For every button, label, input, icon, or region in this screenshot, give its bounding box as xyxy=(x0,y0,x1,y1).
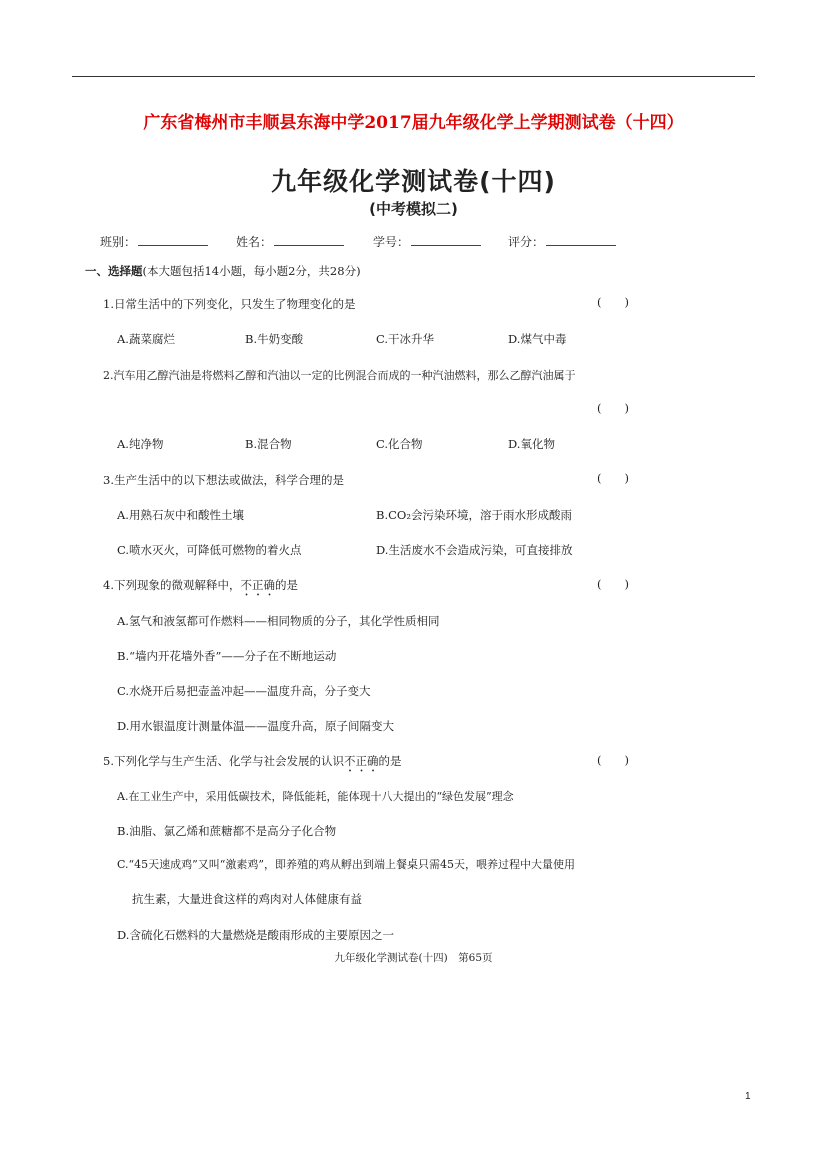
q2-option-b: B.混合物 xyxy=(245,437,292,451)
q2-option-d: D.氧化物 xyxy=(508,437,555,451)
exam-subtitle: (中考模拟二) xyxy=(369,200,458,218)
q5-option-c-line-1: C.“45天速成鸡”又叫“激素鸡”，即养殖的鸡从孵出到端上餐桌只需45天，喂养过程中大量使用 xyxy=(117,858,576,871)
student-id-field: 学号： xyxy=(373,233,481,250)
answer-paren: ( ) xyxy=(597,471,629,485)
header-rule xyxy=(72,76,755,77)
answer-paren: ( ) xyxy=(597,753,629,767)
q2-option-c: C.化合物 xyxy=(376,437,423,451)
q1-option-a: A.蔬菜腐烂 xyxy=(117,332,175,346)
q4-option-d: D.用水银温度计测量体温——温度升高，原子间隔变大 xyxy=(117,719,394,733)
class-field: 班别： xyxy=(100,233,208,250)
q4-option-a: A.氢气和液氢都可作燃料——相同物质的分子，其化学性质相同 xyxy=(117,614,440,628)
q5-option-b: B.油脂、氯乙烯和蔗糖都不是高分子化合物 xyxy=(117,824,337,838)
q4-option-c: C.水烧开后易把壶盖冲起——温度升高，分子变大 xyxy=(117,684,371,698)
q1-option-b: B.牛奶变酸 xyxy=(245,332,304,346)
score-field: 评分： xyxy=(508,233,616,250)
question-3-stem: 3.生产生活中的以下想法或做法，科学合理的是 xyxy=(103,473,344,487)
q3-option-a: A.用熟石灰中和酸性土壤 xyxy=(117,508,244,522)
q1-option-c: C.干冰升华 xyxy=(376,332,435,346)
exam-title: 九年级化学测试卷(十四) xyxy=(271,167,556,196)
section-heading: 一、选择题(本大题包括14小题，每小题2分，共28分) xyxy=(85,264,361,278)
student-id-blank xyxy=(411,234,481,246)
q5-option-a: A.在工业生产中，采用低碳技术，降低能耗，能体现十八大提出的“绿色发展”理念 xyxy=(117,790,514,803)
q4-option-b: B.“墙内开花墙外香”——分子在不断地运动 xyxy=(117,649,337,663)
question-4-stem: 4.下列现象的微观解释中，不正确的是 xyxy=(103,578,298,592)
answer-paren: ( ) xyxy=(597,295,629,309)
page-footer: 九年级化学测试卷(十四) 第65页 xyxy=(334,952,493,964)
q5-option-c-line-2: 抗生素，大量进食这样的鸡肉对人体健康有益 xyxy=(132,892,362,906)
q3-option-b: B.CO₂会污染环境，溶于雨水形成酸雨 xyxy=(376,508,572,522)
q2-option-a: A.纯净物 xyxy=(117,437,164,451)
question-2-stem: 2.汽车用乙醇汽油是将燃料乙醇和汽油以一定的比例混合而成的一种汽油燃料，那么乙醇汽油属于 xyxy=(103,369,576,382)
name-blank xyxy=(274,234,344,246)
answer-paren: ( ) xyxy=(597,577,629,591)
q3-option-c: C.喷水灭火，可降低可燃物的着火点 xyxy=(117,543,302,557)
page-number: 1 xyxy=(745,1091,751,1102)
question-1-stem: 1.日常生活中的下列变化，只发生了物理变化的是 xyxy=(103,297,356,311)
q3-option-d: D.生活废水不会造成污染，可直接排放 xyxy=(376,543,573,557)
q1-option-d: D.煤气中毒 xyxy=(508,332,567,346)
answer-paren: ( ) xyxy=(597,401,629,415)
class-blank xyxy=(138,234,208,246)
q5-option-d: D.含硫化石燃料的大量燃烧是酸雨形成的主要原因之一 xyxy=(117,928,394,942)
document-header: 广东省梅州市丰顺县东海中学2017届九年级化学上学期测试卷（十四） xyxy=(143,113,684,133)
question-5-stem: 5.下列化学与生产生活、化学与社会发展的认识不正确的是 xyxy=(103,754,402,768)
name-field: 姓名： xyxy=(236,233,344,250)
score-blank xyxy=(546,234,616,246)
